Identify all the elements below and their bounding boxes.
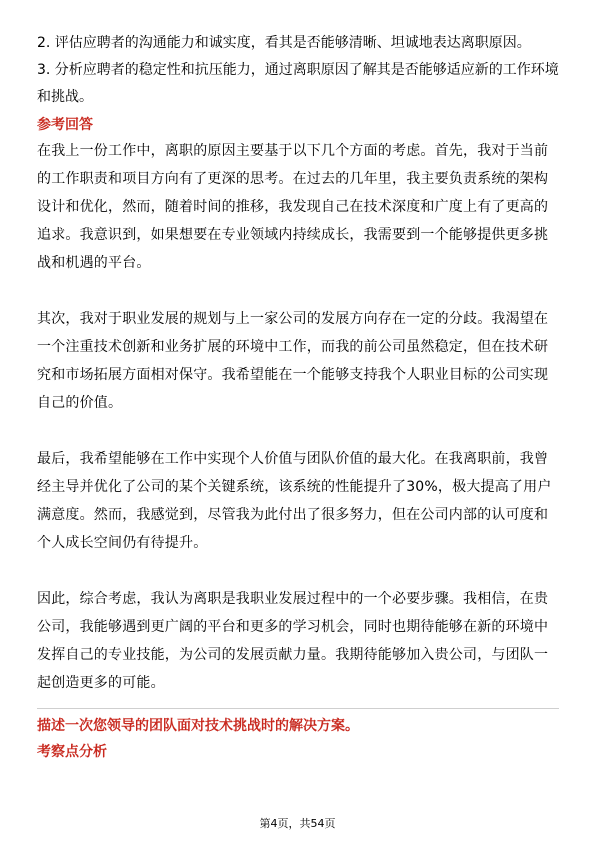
page-content	[37, 30, 559, 765]
answer-paragraph-2: 其次，我对于职业发展的规划与上一家公司的发展方向存在一定的分歧。我渴望在一个注重技术创新和业务扩展的环境中工作，而我的前公司虽然稳定，但在技术研究和市场拓展方面相对保守。我希望能在一个能够支持我个人职业目标的公司实现自己的价值。	[37, 311, 549, 411]
page-footer: 第4页，共54页	[259, 817, 336, 830]
eval-point-3: 3. 分析应聘者的稳定性和抗压能力，通过离职原因了解其是否能够适应新的工作环境和挑战。	[37, 62, 559, 105]
answer-paragraph-1: 在我上一份工作中，离职的原因主要基于以下几个方面的考虑。首先，我对于当前的工作职责和项目方向有了更深的思考。在过去的几年里，我主要负责系统的架构设计和优化，然而，随着时间的推移，我发现自己在技术深度和广度上有了更高的追求。我意识到，如果想要在专业领域内持续成长，我需要到一个能够提供更多挑战和机遇的平台。	[37, 143, 549, 271]
section-divider	[37, 708, 559, 709]
next-section-heading: 考察点分析	[37, 744, 107, 760]
eval-point-2: 2. 评估应聘者的沟通能力和诚实度，看其是否能够清晰、坦诚地表达离职原因。	[37, 35, 531, 51]
answer-heading: 参考回答	[37, 117, 93, 133]
next-question-title: 描述一次您领导的团队面对技术挑战时的解决方案。	[37, 718, 359, 734]
answer-paragraph-3: 最后，我希望能够在工作中实现个人价值与团队价值的最大化。在我离职前，我曾经主导并优化了公司的某个关键系统，该系统的性能提升了30%，极大提高了用户满意度。然而，我感觉到，尽管我为此付出了很多努力，但在公司内部的认可度和个人成长空间仍有待提升。	[37, 451, 552, 551]
answer-paragraph-4: 因此，综合考虑，我认为离职是我职业发展过程中的一个必要步骤。我相信，在贵公司，我能够遇到更广阔的平台和更多的学习机会，同时也期待能够在新的环境中发挥自己的专业技能，为公司的发展贡献力量。我期待能够加入贵公司，与团队一起创造更多的可能。	[37, 591, 549, 691]
